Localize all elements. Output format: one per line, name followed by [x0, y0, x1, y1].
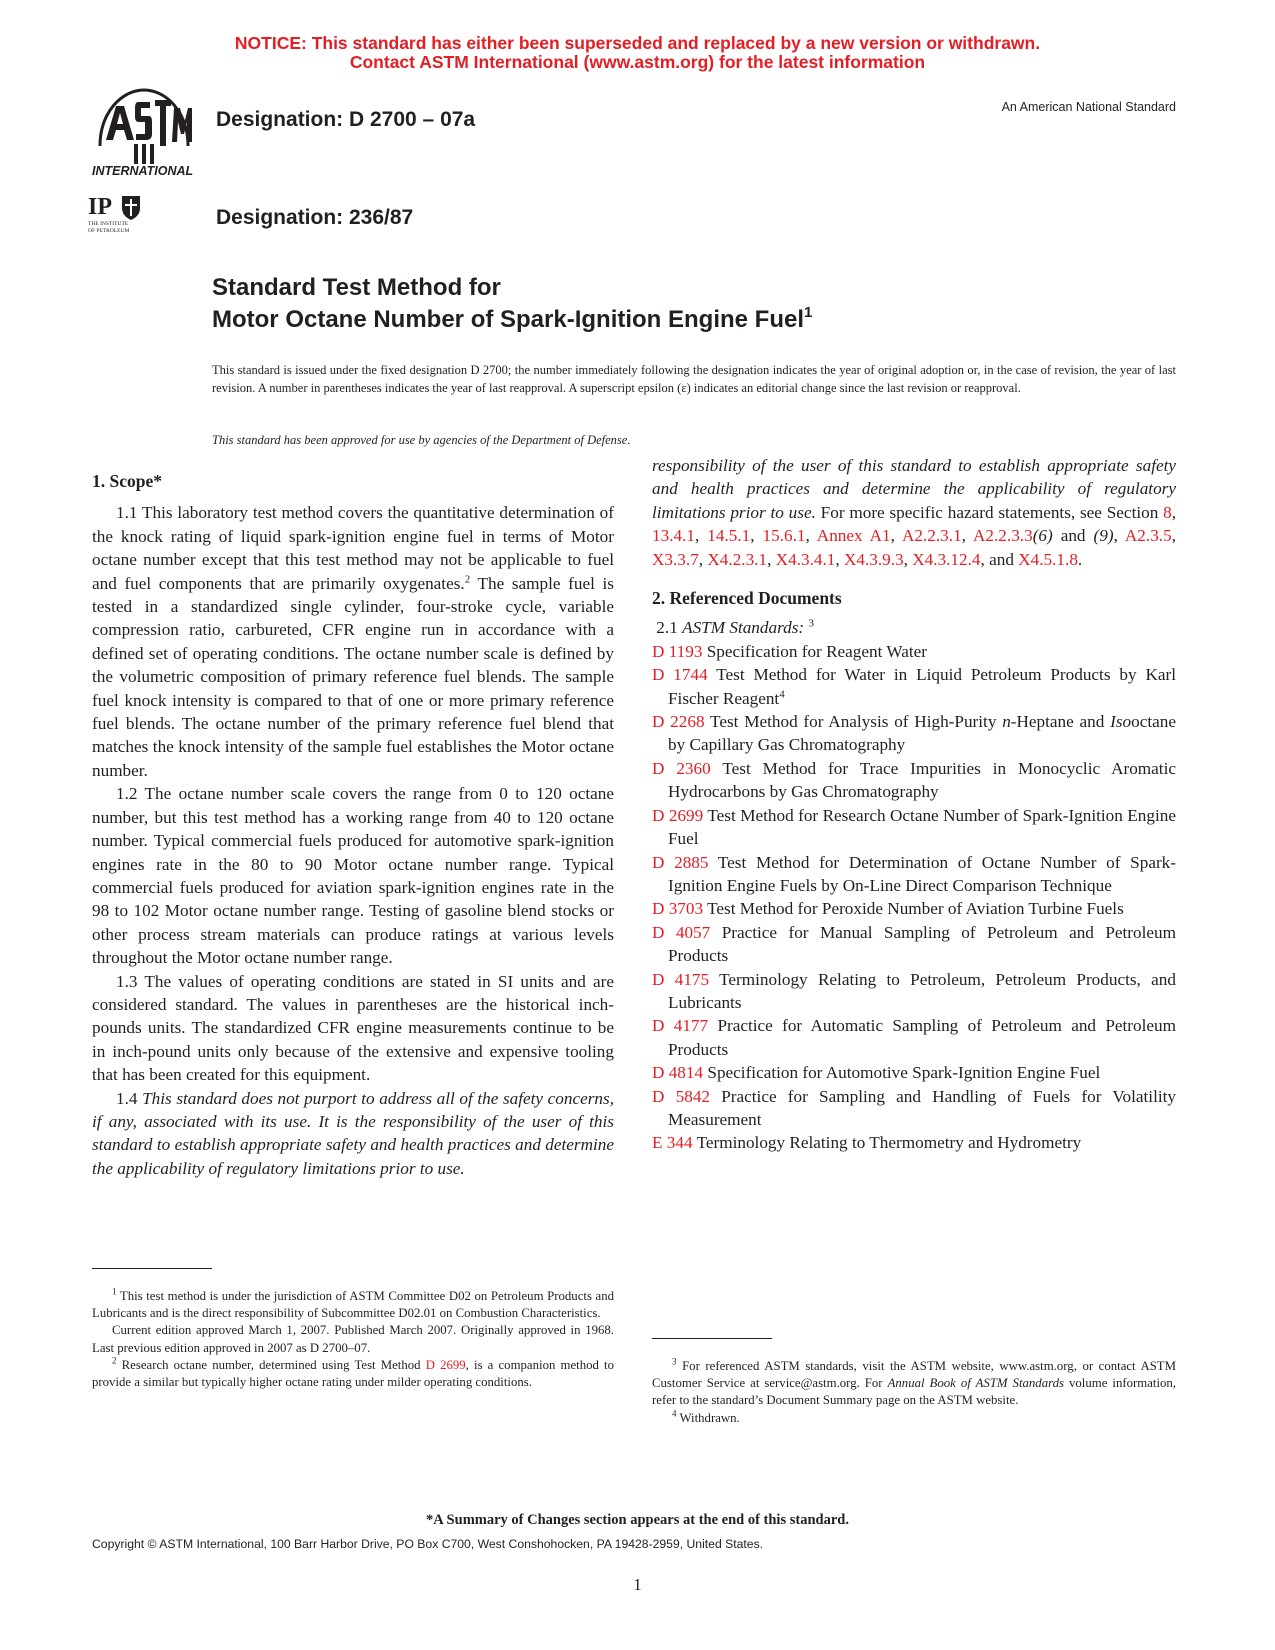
footnote-2: $^2$ Research octane number, determined using Test Method D 2699, is a companion method to provide a similar but typically higher octane rating under milder operating conditions. [92, 1355, 614, 1390]
hazard-ref[interactable]: A2.2.3.1 [901, 526, 962, 546]
doc-link[interactable]: D 1744 [652, 665, 708, 685]
list-item: E 344 Terminology Relating to Thermometry and Hydrometry [652, 1133, 1082, 1153]
list-item: D 2699 Test Method for Research Octane Number of Spark-Ignition Engine Fuel [652, 805, 1176, 849]
title-text: Motor Octane Number of Spark-Ignition Engine Fuel [212, 306, 805, 333]
doc-link[interactable]: D 2699 [425, 1357, 466, 1372]
scope-paragraph-1-2: 1.2 The octane number scale covers the range from 0 to 120 octane number, but this test method has a working range from 40 to 120 octane number. Typical commercial fuels produced for automotive spark-ignition engines rate in the 80 to 90 Motor octane number range. Typical commercial fuels produced for aviation spark-ignition engines rate in the 98 to 102 Motor octane number range. Testing of gasoline blend stocks or other process stream materials can produce ratings at various levels throughout the Motor octane number range. [92, 784, 614, 968]
page-number: 1 [633, 1575, 642, 1594]
doc-link[interactable]: D 4057 [652, 922, 711, 942]
hazard-ref[interactable]: X4.5.1.8 [1018, 549, 1078, 569]
list-item: D 4057 Practice for Manual Sampling of Petroleum and Petroleum Products [652, 922, 1176, 966]
footnote-1-edition: Current edition approved March 1, 2007. Published March 2007. Originally approved in 1968. Last previous edition approved in 2007 as D 2700–07. [92, 1323, 614, 1355]
left-column [92, 470, 614, 1180]
hazard-ref[interactable]: Annex A1 [816, 526, 891, 546]
list-item: D 2885 Test Method for Determination of Octane Number of Spark-Ignition Engine Fuels by On-Line Direct Comparison Technique [652, 852, 1176, 895]
referenced-documents-heading: 2. Referenced Documents [652, 588, 842, 609]
scope-paragraph-1-4-continued: responsibility of the user of this standard to establish appropriate safety and health practices and determine the applicability of regulatory limitations prior to use. For more specific hazard statements, see Section 8, 13.4.1, 14.5.1, 15.6.1, Annex A1, A2.2.3.1, A2.2.3.3(6) and (9), A2.3.5, X3.3.7, X4.2.3.1, X4.3.4.1, X4.3.9.3, X4.3.12.4, and X4.5.1.8. [652, 456, 1176, 569]
scope-paragraph-1-4: 1.4 This standard does not purport to address all of the safety concerns, if any, associated with its use. It is the responsibility of the user of this standard to establish appropriate safety and health practices and determine the applicability of regulatory limitations prior to use. [92, 1088, 614, 1178]
hazard-ref[interactable]: X4.3.9.3 [843, 549, 904, 569]
doc-link[interactable]: D 2268 [652, 712, 705, 732]
hazard-ref[interactable]: X4.2.3.1 [707, 549, 768, 569]
footnotes-right [652, 1358, 1176, 1427]
designation-ip: Designation: 236/87 [216, 206, 414, 229]
hazard-ref[interactable]: 15.6.1 [762, 526, 806, 546]
scope-paragraph-1-3: 1.3 The values of operating conditions are stated in SI units and are considered standard. The values in parentheses are the historical inch-pounds units. The standardized CFR engine measurements continue to be in inch-pound units only because of the extensive and expensive tooling that has been created for this equipment. [92, 971, 614, 1085]
hazard-ref[interactable]: 13.4.1 [652, 526, 695, 546]
footnote-4: $^4$ Withdrawn. [672, 1408, 740, 1425]
scope-heading: 1. Scope* [92, 471, 162, 491]
svg-text:OF PETROLEUM: OF PETROLEUM [88, 228, 130, 234]
title-line-1: Standard Test Method for [212, 274, 501, 301]
title-line-2 [212, 306, 812, 334]
scope-paragraph-1-1: 1.1 This laboratory test method covers the quantitative determination of the knock rating of liquid spark-ignition engine fuel in terms of Motor octane number except that this test method may not be applicable to fuel and fuel components that are primarily oxygenates.$^2$ The sample fuel is tested in a standardized single cylinder, four-stroke cycle, variable compression ratio, carbureted, CFR engine run in accordance with a defined set of operating conditions. The octane number scale is defined by the volumetric composition of primary reference fuel blends. The sample fuel knock intensity is compared to that of one or more primary reference fuel blends. The octane number of the primary reference fuel blend that matches the knock intensity of the sample fuel establishes the Motor octane number. [92, 503, 614, 780]
doc-link[interactable]: D 5842 [652, 1086, 711, 1106]
footnote-3: $^3$ For referenced ASTM standards, visit the ASTM website, www.astm.org, or contact ASTM Customer Service at service@astm.org. For Annual Book of ASTM Standards volume information, refer to the standard’s Document Summary page on the ASTM website. [652, 1356, 1177, 1408]
dod-note: This standard has been approved for use by agencies of the Department of Defense. [212, 433, 631, 447]
hazard-ref[interactable]: A2.3.5 [1124, 526, 1172, 546]
hazard-ref[interactable]: 14.5.1 [707, 526, 751, 546]
doc-link[interactable]: D 2360 [652, 758, 711, 778]
list-item: D 4175 Terminology Relating to Petroleum, Petroleum Products, and Lubricants [652, 969, 1176, 1012]
footnote-1: $^1$ This test method is under the jurisdiction of ASTM Committee D02 on Petroleum Products and Lubricants and is the direct responsibility of Subcommittee D02.01 on Combustion Characteristics. [92, 1286, 615, 1321]
designation-astm: Designation: D 2700 – 07a [216, 108, 476, 131]
title-footnote-mark: 1 [804, 304, 813, 321]
hazard-ref[interactable]: X3.3.7 [652, 549, 699, 569]
withdrawn-notice [0, 34, 1275, 72]
right-column [652, 456, 1176, 1155]
footnote-ref-2[interactable]: 2 [464, 572, 471, 585]
doc-link[interactable]: D 2699 [652, 805, 704, 825]
doc-link[interactable]: E 344 [652, 1133, 693, 1153]
list-item: D 2268 Test Method for Analysis of High-Purity n-Heptane and Isooctane by Capillary Gas Chromatography [652, 712, 1176, 755]
footnote-rule-left [92, 1268, 212, 1269]
summary-of-changes-note: *A Summary of Changes section appears at the end of this standard. [426, 1512, 849, 1528]
american-national-standard-label: An American National Standard [1001, 100, 1176, 114]
hazard-ref[interactable]: X4.3.12.4 [912, 549, 981, 569]
list-item: D 1193 Specification for Reagent Water [652, 641, 927, 661]
footnotes-left [92, 1288, 614, 1391]
ip-logo-text: IP [88, 194, 112, 220]
hazard-ref[interactable]: X4.3.4.1 [775, 549, 836, 569]
footnote-rule-right [652, 1338, 772, 1339]
list-item: D 3703 Test Method for Peroxide Number of Aviation Turbine Fuels [652, 899, 1124, 919]
doc-link[interactable]: D 4177 [652, 1016, 709, 1036]
doc-link[interactable]: D 4175 [652, 969, 710, 989]
ip-institute-logo [88, 190, 158, 240]
list-item: D 2360 Test Method for Trace Impurities in Monocyclic Aromatic Hydrocarbons by Gas Chromatography [652, 758, 1176, 802]
doc-link[interactable]: D 1193 [652, 641, 703, 661]
hazard-ref[interactable]: A2.2.3.3 [973, 526, 1033, 546]
hazard-ref[interactable]: 8 [1163, 502, 1172, 522]
svg-text:THE INSTITUTE: THE INSTITUTE [88, 221, 129, 227]
doc-link[interactable]: D 3703 [652, 899, 704, 919]
astm-international-logo [92, 84, 196, 182]
doc-link[interactable]: D 2885 [652, 852, 709, 872]
astm-standards-subheading: 2.1 ASTM Standards: $^3$ [656, 617, 814, 638]
notice-line-1: NOTICE: This standard has either been superseded and replaced by a new version or withdrawn. [234, 33, 1041, 53]
notice-line-2: Contact ASTM International (www.astm.org) for the latest information [349, 52, 926, 72]
doc-link[interactable]: D 4814 [652, 1063, 704, 1083]
referenced-documents-list [652, 640, 1176, 1155]
list-item: D 4814 Specification for Automotive Spark-Ignition Engine Fuel [652, 1063, 1101, 1083]
issued-note: This standard is issued under the fixed designation D 2700; the number immediately following the designation indicates the year of original adoption or, in the case of revision, the year of last revision. A number in parentheses indicates the year of last reapproval. A superscript epsilon (ε) indicates an editorial change since the last revision or reapproval. [212, 363, 1176, 395]
list-item: D 5842 Practice for Sampling and Handling of Fuels for Volatility Measurement [652, 1086, 1176, 1129]
list-item: D 4177 Practice for Automatic Sampling of Petroleum and Petroleum Products [652, 1016, 1176, 1059]
list-item: D 1744 Test Method for Water in Liquid Petroleum Products by Karl Fischer Reagent$^4$ [652, 665, 1176, 708]
copyright-line: Copyright © ASTM International, 100 Barr Harbor Drive, PO Box C700, West Conshohocken, PA 19428-2959, United States. [92, 1537, 764, 1551]
astm-logo-text: INTERNATIONAL [92, 164, 194, 178]
